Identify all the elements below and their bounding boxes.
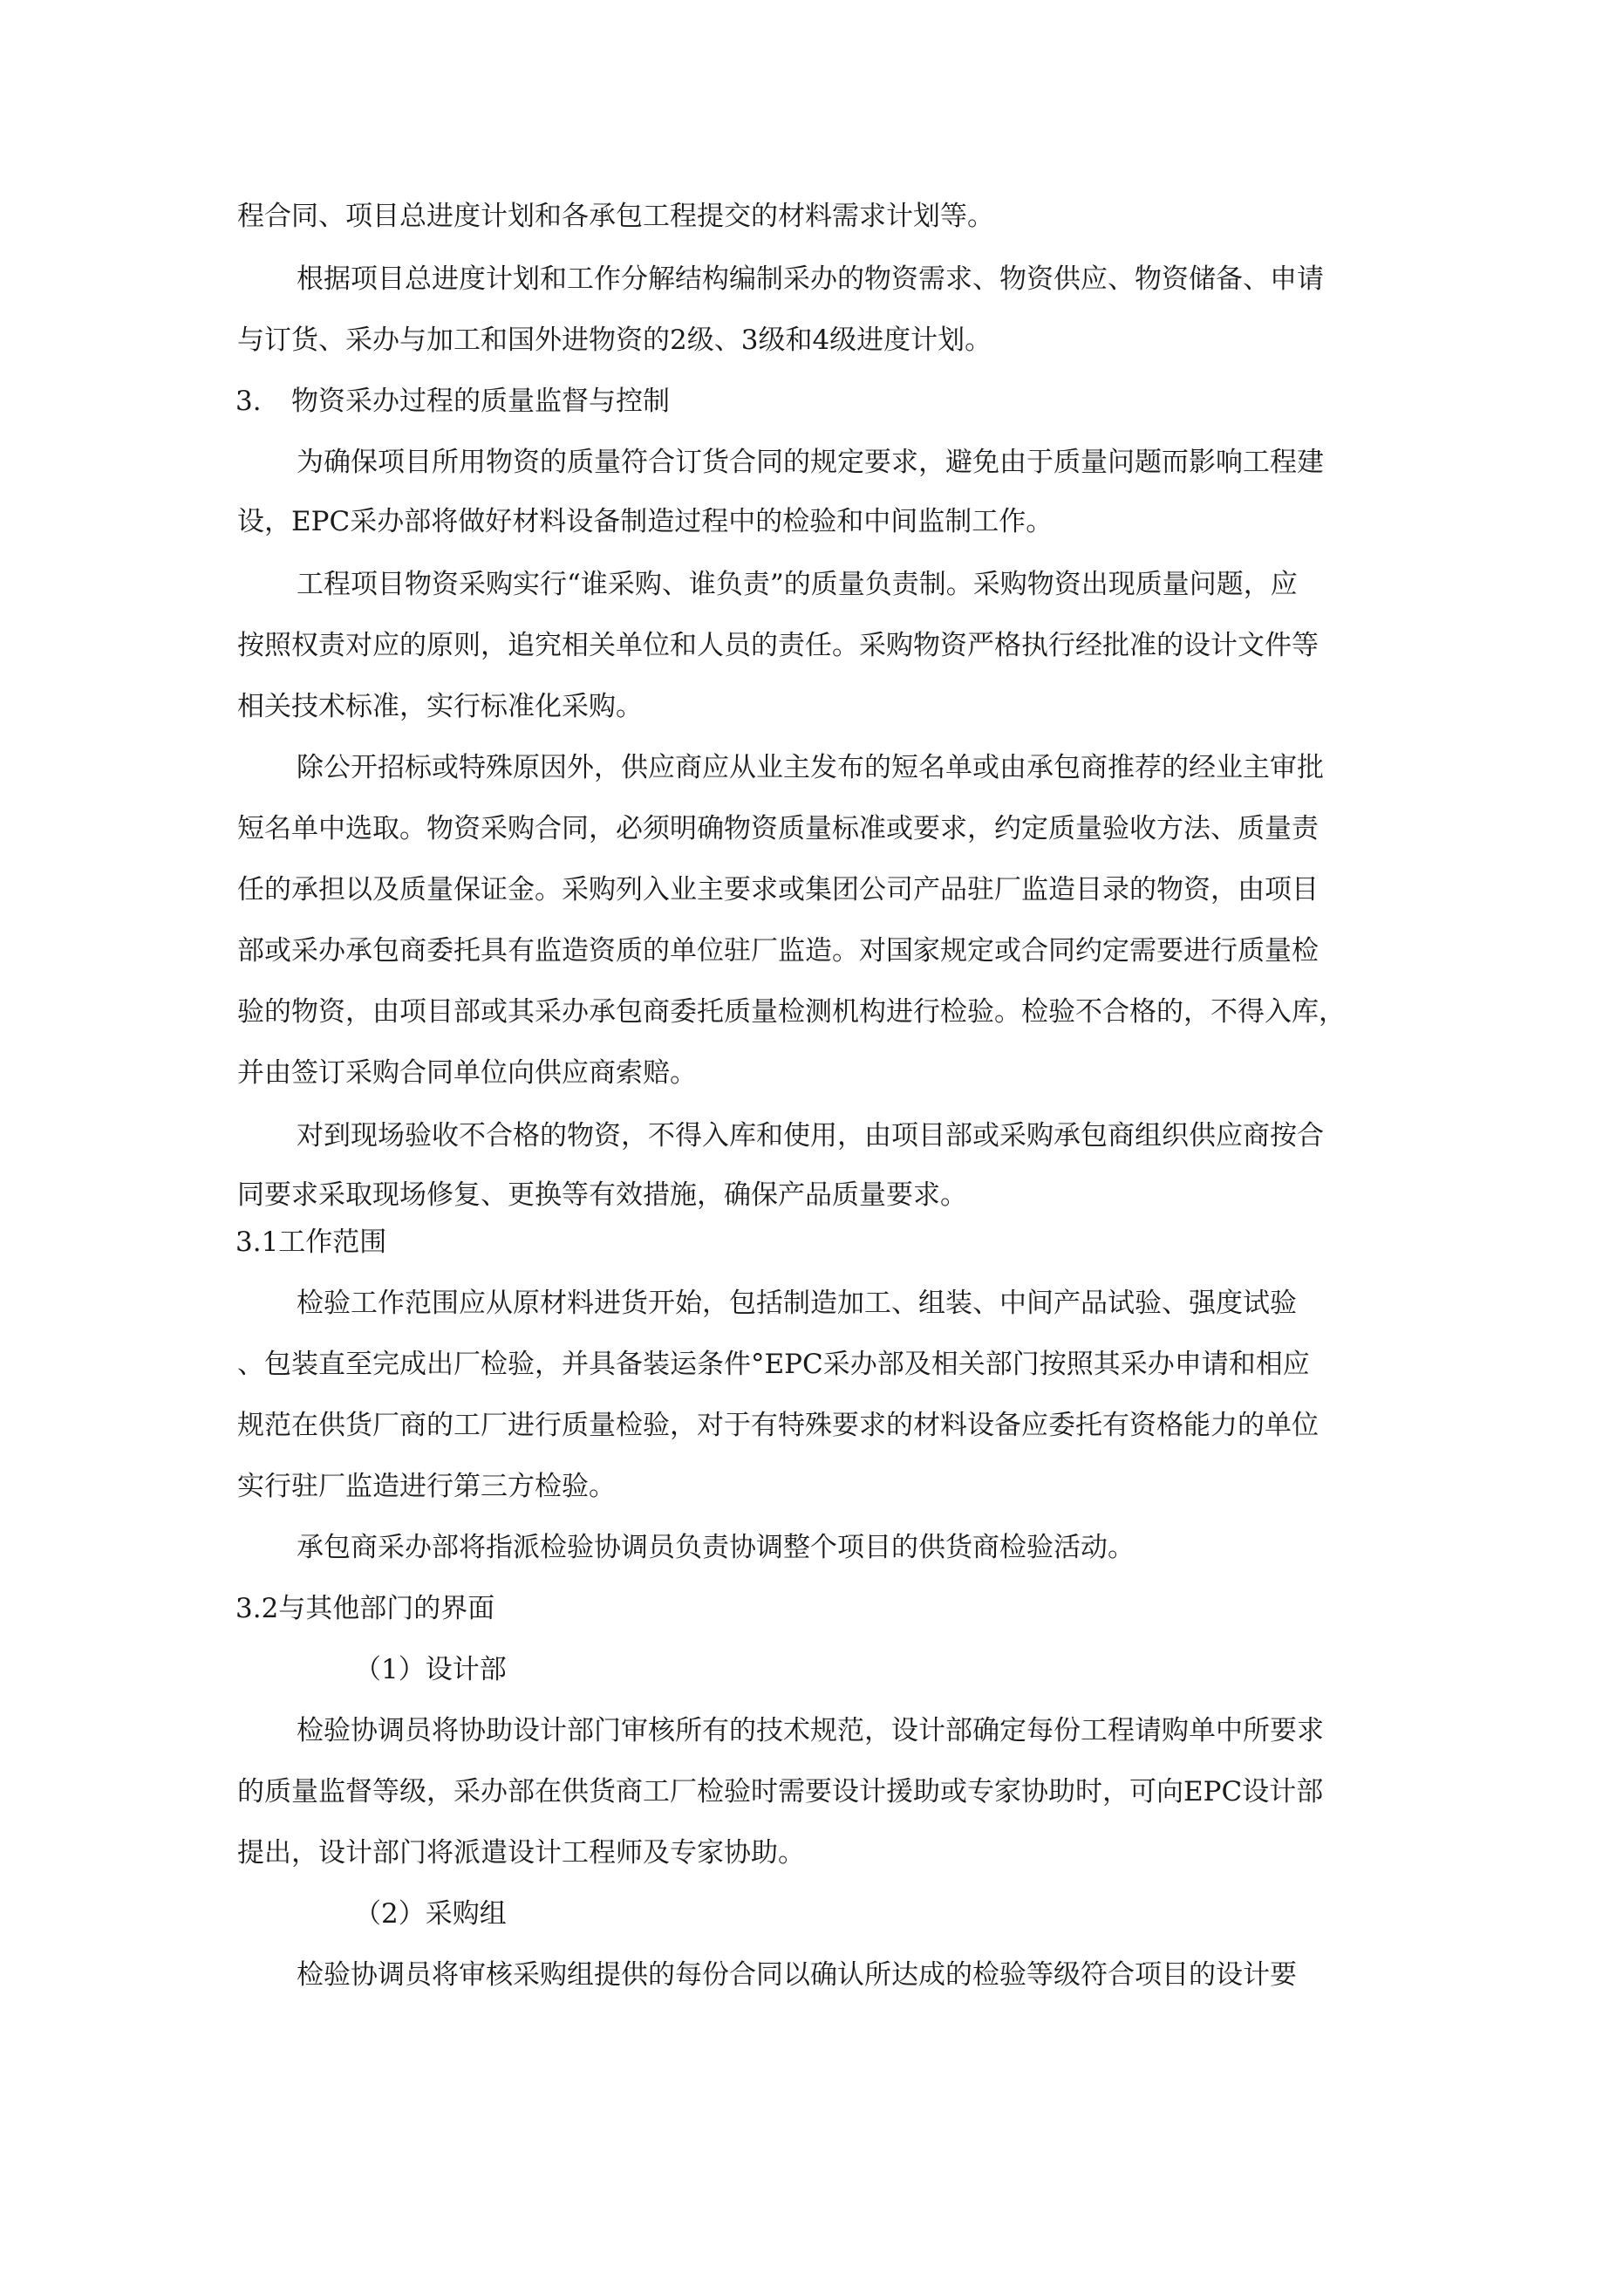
text-line: 的质量监督等级，采办部在供货商工厂检验时需要设计援助或专家协助时，可向EPC设计部 — [237, 1776, 1324, 1807]
text-line: 为确保项目所用物资的质量符合订货合同的规定要求，避免由于质量问题而影响工程建 — [297, 447, 1324, 478]
text-line: 按照权责对应的原则，追究相关单位和人员的责任。采购物资严格执行经批准的设计文件等 — [237, 630, 1319, 661]
text-line: 检验工作范围应从原材料进货开始，包括制造加工、组装、中间产品试验、强度试验 — [297, 1288, 1297, 1319]
text-line: 提出，设计部门将派遣设计工程师及专家协助。 — [237, 1837, 805, 1869]
text-line: 与订货、采办与加工和国外进物资的2级、3级和4级进度计划。 — [237, 325, 992, 356]
subsection-heading: （2）采购组 — [354, 1898, 507, 1930]
section-title: 物资采办过程的质量监督与控制 — [291, 386, 670, 417]
text-line: 相关技术标准，实行标准化采购。 — [237, 691, 643, 722]
section-heading: 3.1工作范围 — [235, 1227, 387, 1258]
text-line: 验的物资，由项目部或其采办承包商委托质量检测机构进行检验。检验不合格的，不得入库， — [237, 996, 1346, 1028]
text-line: 工程项目物资采购实行“谁采购、谁负责”的质量负责制。采购物资出现质量问题，应 — [297, 569, 1298, 600]
text-line: 部或采办承包商委托具有监造资质的单位驻厂监造。对国家规定或合同约定需要进行质量检 — [237, 935, 1319, 967]
subsection-heading: （1）设计部 — [354, 1654, 507, 1685]
text-line: 、包装直至完成出厂检验，并具备装运条件°EPC采办部及相关部门按照其采办申请和相应 — [237, 1349, 1310, 1380]
text-line: 设，EPC采办部将做好材料设备制造过程中的检验和中间监制工作。 — [237, 506, 1054, 537]
text-line: 短名单中选取。物资采购合同，必须明确物资质量标准或要求，约定质量验收方法、质量责 — [237, 813, 1319, 844]
text-line: 实行驻厂监造进行第三方检验。 — [237, 1471, 616, 1502]
text-line: 承包商采办部将指派检验协调员负责协调整个项目的供货商检验活动。 — [297, 1532, 1135, 1563]
text-line: 根据项目总进度计划和工作分解结构编制采办的物资需求、物资供应、物资储备、申请 — [297, 263, 1324, 295]
text-line: 并由签订采购合同单位向供应商索赔。 — [237, 1057, 697, 1089]
text-line: 除公开招标或特殊原因外，供应商应从业主发布的短名单或由承包商推荐的经业主审批 — [297, 752, 1324, 783]
text-line: 规范在供货厂商的工厂进行质量检验，对于有特殊要求的材料设备应委托有资格能力的单位 — [237, 1410, 1319, 1441]
section-number: 3. — [235, 386, 262, 417]
text-line: 任的承担以及质量保证金。采购列入业主要求或集团公司产品驻厂监造目录的物资，由项目 — [237, 874, 1319, 905]
text-line: 检验协调员将审核采购组提供的每份合同以确认所达成的检验等级符合项目的设计要 — [297, 1959, 1297, 1991]
text-line: 对到现场验收不合格的物资，不得入库和使用，由项目部或采购承包商组织供应商按合 — [297, 1120, 1324, 1151]
section-heading: 3.2与其他部门的界面 — [235, 1593, 495, 1624]
text-line: 检验协调员将协助设计部门审核所有的技术规范，设计部确定每份工程请购单中所要求 — [297, 1715, 1324, 1746]
text-line: 程合同、项目总进度计划和各承包工程提交的材料需求计划等。 — [237, 201, 994, 232]
text-line: 同要求采取现场修复、更换等有效措施，确保产品质量要求。 — [237, 1179, 967, 1211]
